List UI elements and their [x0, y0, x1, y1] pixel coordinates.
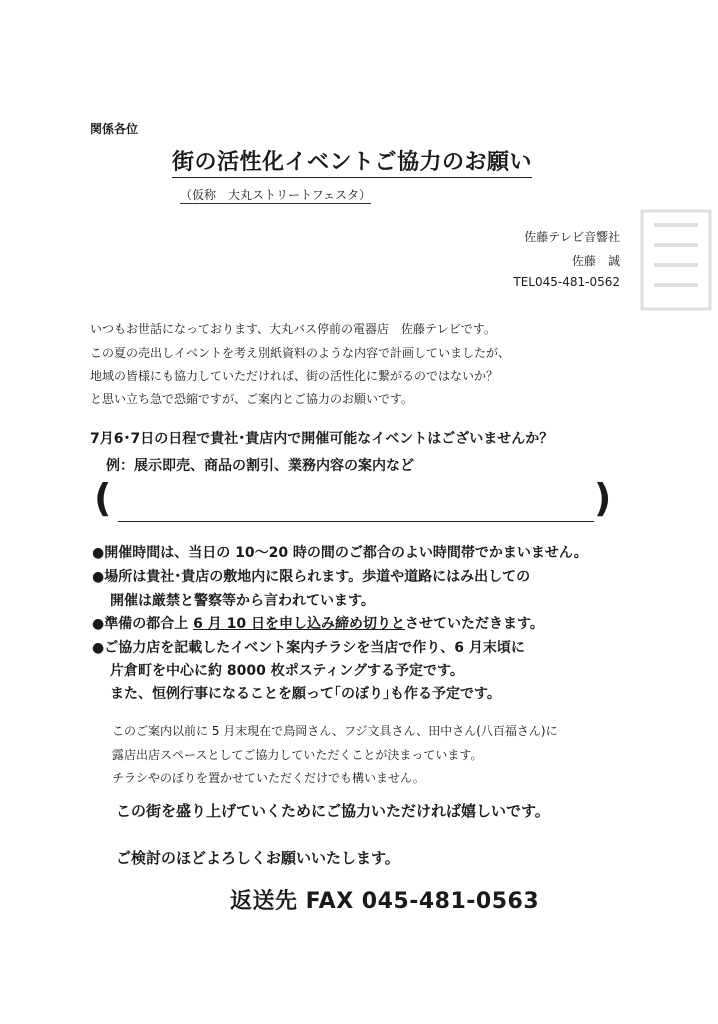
intro-line: この夏の売出しイベントを考え別紙資料のような内容で計画していましたが、: [90, 346, 511, 360]
deadline-suffix: させていただきます。: [404, 616, 544, 632]
intro-line: と思い立ち急で恐縮ですが、ご案内とご協力のお願いです。: [90, 392, 414, 406]
addressee: 関係各位: [90, 122, 139, 136]
sender-name: 佐藤 誠: [571, 254, 620, 268]
bullet-hours: ●開催時間は、当日の 10～20 時の間のご都合のよい時間帯でかまいません。: [92, 545, 588, 561]
deadline-date: 6 月 10 日を申し込み締め切りと: [193, 616, 405, 632]
sender-company: 佐藤テレビ音響社: [524, 230, 620, 244]
return-fax: 返送先 FAX 045-481-0563: [230, 889, 540, 914]
closing-line: この街を盛り上げていくためにご協力いただければ嬉しいです。: [116, 802, 550, 820]
bullet-deadline: [92, 613, 544, 633]
closing-line: ご検討のほどよろしくお願いいたします。: [116, 849, 400, 867]
subtitle: （仮称 大丸ストリートフェスタ）: [180, 188, 372, 202]
faint-stamp-icon: [636, 205, 716, 315]
sender-tel: TEL045-481-0562: [513, 275, 620, 289]
answer-box-right-paren: ): [594, 476, 612, 520]
intro-line: 地域の皆様にも協力していただければ、街の活性化に繋がるのではないか？: [90, 369, 499, 383]
bullet-flyer-banner: また、恒例行事になることを願って｢のぼり｣も作る予定です。: [110, 686, 501, 702]
event-question: 7月6･7日の日程で貴社･貴店内で開催可能なイベントはございませんか？: [90, 431, 554, 447]
answer-line[interactable]: [118, 521, 594, 522]
bullet-flyer: ●ご協力店を記載したイベント案内チラシを当店で作り、6 月末頃に: [92, 640, 525, 656]
answer-box-left-paren: (: [94, 476, 112, 520]
deadline-prefix: ●準備の都合上: [92, 616, 194, 632]
bullet-location-cont: 開催は厳禁と警察等から言われています。: [110, 593, 375, 609]
note-line: このご案内以前に 5 月末現在で鳥岡さん、フジ文具さん、田中さん(八百福さん)に: [112, 724, 558, 738]
note-line: チラシやのぼりを置かせていただくだけでも構いません。: [112, 771, 425, 785]
bullet-flyer-cont: 片倉町を中心に約 8000 枚ポスティングする予定です。: [110, 663, 464, 679]
page-title: 街の活性化イベントご協力のお願い: [172, 145, 532, 178]
bullet-location: ●場所は貴社･貴店の敷地内に限られます。歩道や道路にはみ出しての: [92, 569, 531, 585]
event-example: 例：展示即売、商品の割引、業務内容の案内など: [106, 458, 414, 474]
intro-line: いつもお世話になっております、大丸バス停前の電器店 佐藤テレビです。: [90, 322, 496, 336]
note-line: 露店出店スペースとしてご協力していただくことが決まっています。: [112, 748, 483, 762]
